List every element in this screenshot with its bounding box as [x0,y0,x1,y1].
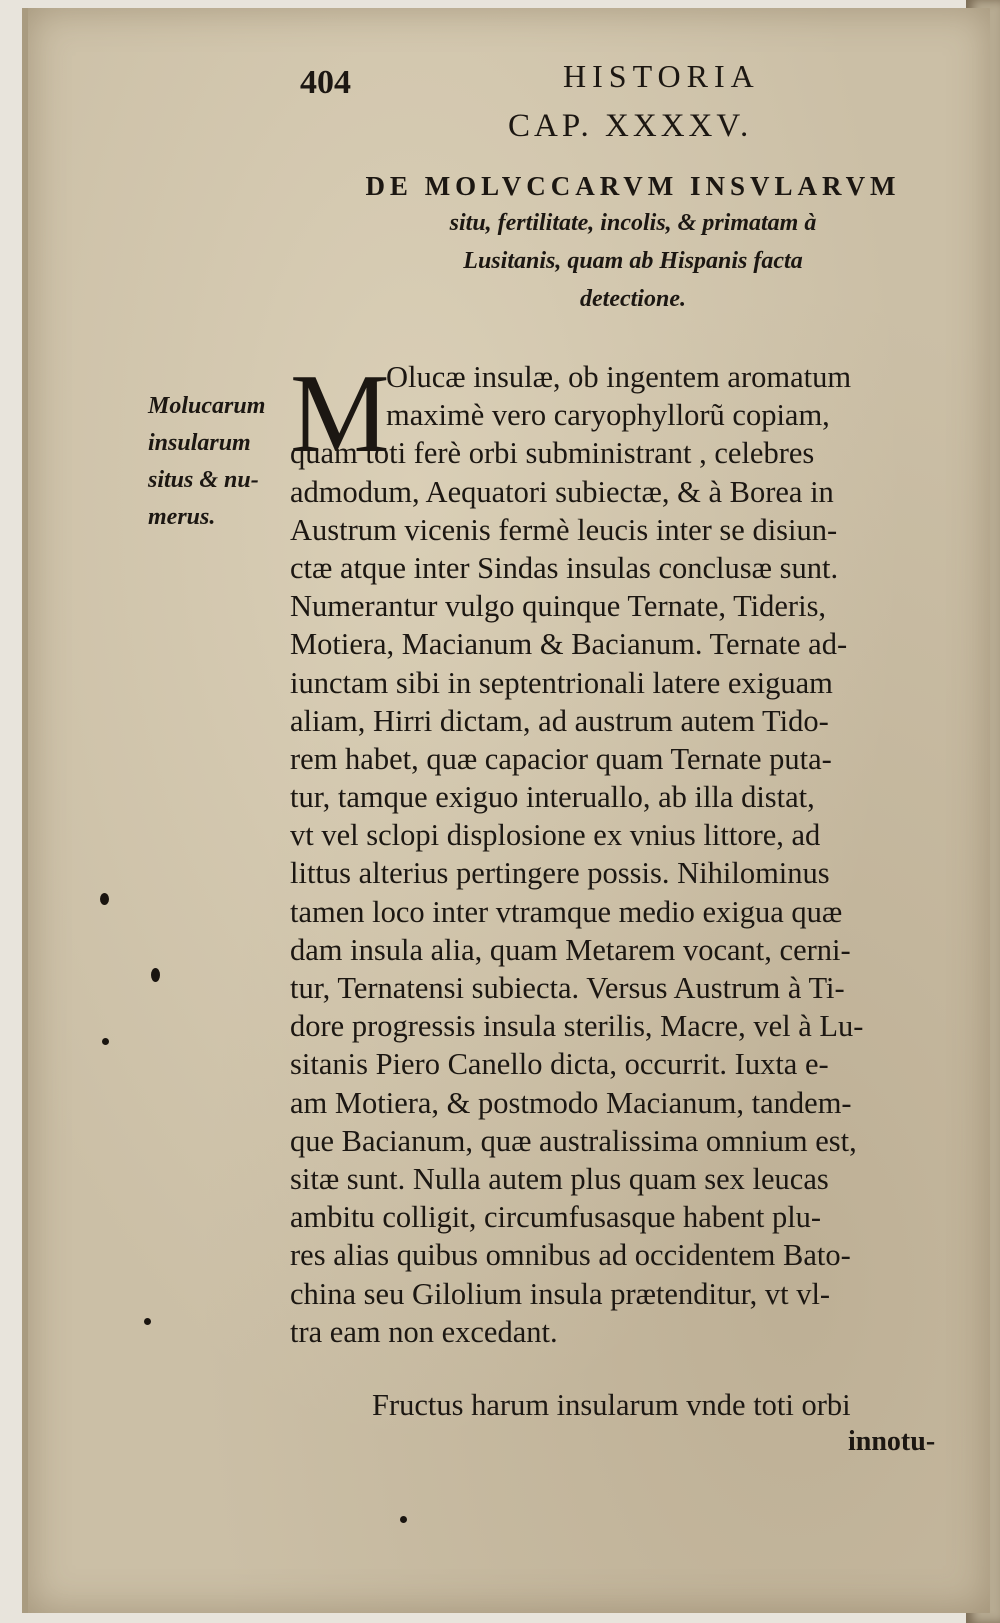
page-number: 404 [300,64,351,101]
ink-mark [144,1318,151,1325]
ink-mark [400,1516,407,1523]
text-line: res alias quibus omnibus ad occidentem Bato- [290,1238,851,1273]
text-line: admodum, Aequatori subiectæ, & à Borea in [290,474,834,509]
marginal-note [148,388,298,536]
body-text [290,352,958,1351]
running-head: HISTORIA [563,58,760,94]
text-line: maximè vero caryophyllorũ copiam, [386,398,830,433]
text-line: Austrum vicenis fermè leucis inter se disiun- [290,512,838,547]
ink-mark [151,968,160,982]
text-line: Motiera, Macianum & Bacianum. Ternate ad- [290,627,848,662]
text-line: que Bacianum, quæ australissima omnium est, [290,1123,857,1158]
text-line: tamen loco inter vtramque medio exigua quæ [290,894,843,929]
text-line: tra eam non excedant. [290,1314,558,1349]
catchword: innotu- [848,1426,936,1457]
text-line: vt vel sclopi displosione ex vnius littore, ad [290,818,821,853]
marginal-note-line: merus. [148,504,216,530]
text-line: quam toti ferè orbi subministrant , celebres [290,436,815,471]
text-line: ambitu colligit, circumfusasque habent plu- [290,1200,822,1235]
chapter-title-line: situ, fertilitate, incolis, & primatam à [449,210,817,236]
text-line: ctæ atque inter Sindas insulas conclusæ sunt. [290,550,839,585]
book-page [22,8,990,1613]
text-line: tur, Ternatensi subiecta. Versus Austrum à Ti- [290,971,845,1005]
chapter-label: CAP. XXXXV. [508,108,753,144]
text-line: Numerantur vulgo quinque Ternate, Tideris, [290,589,827,624]
text-line: sitanis Piero Canello dicta, occurrit. Iuxta e- [290,1047,829,1082]
marginal-note-line: insularum [148,430,251,456]
text-line: china seu Gilolium insula prætenditur, vt vl- [290,1276,831,1311]
chapter-title-line: Lusitanis, quam ab Hispanis facta [463,248,803,274]
chapter-title-line: detectione. [580,286,686,312]
text-line: dore progressis insula sterilis, Macre, vel à Lu- [290,1009,864,1044]
text-line: Olucæ insulæ, ob ingentem aromatum [386,360,852,394]
text-line: littus alterius pertingere possis. Nihilominus [290,856,830,891]
drop-cap: M [290,352,390,476]
text-line: sitæ sunt. Nulla autem plus quam sex leucas [290,1161,829,1196]
text-line: am Motiera, & postmodo Macianum, tandem- [290,1085,852,1120]
next-paragraph: Fructus harum insularum vnde toti orbi [372,1388,851,1422]
text-line: aliam, Hirri dictam, ad austrum autem Tido- [290,703,829,738]
chapter-title-line: DE MOLVCCARVM INSVLARVM [365,171,901,201]
marginal-note-line: situs & nu- [148,467,259,493]
text-line: tur, tamque exiguo interuallo, ab illa distat, [290,780,815,815]
ink-mark [102,1038,109,1045]
chapter-title [318,168,948,318]
marginal-note-line: Molucarum [148,393,266,419]
text-line: iunctam sibi in septentrionali latere exiguam [290,665,833,700]
ink-mark [100,893,109,905]
text-line: rem habet, quæ capacior quam Ternate puta- [290,741,832,776]
text-line: dam insula alia, quam Metarem vocant, cerni- [290,932,851,967]
